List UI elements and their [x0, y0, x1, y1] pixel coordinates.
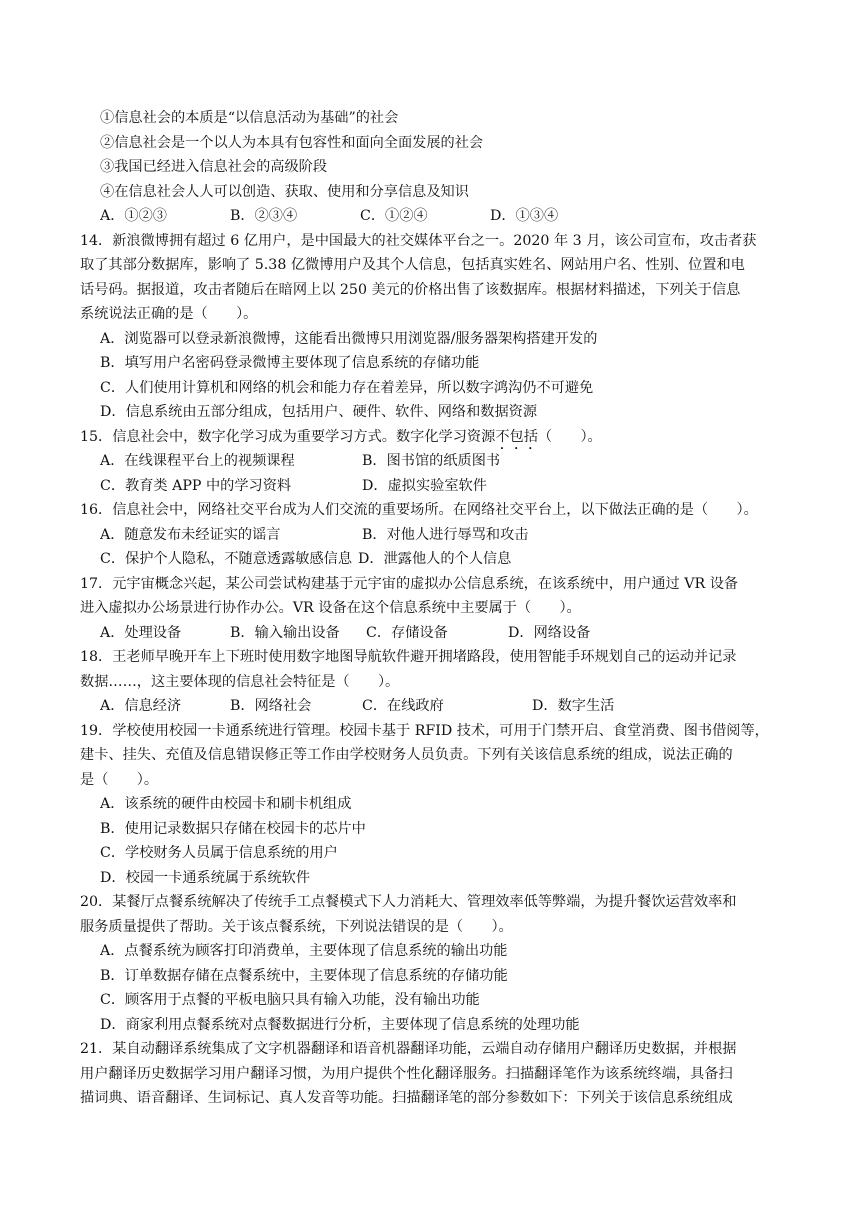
q13-options — [100, 204, 785, 229]
q14-option-b: B．填写用户名密码登录微博主要体现了信息系统的存储功能 — [100, 355, 480, 371]
q15-option-c: C．教育类 APP 中的学习资料 — [100, 477, 292, 494]
q13-option-b: B．②③④ — [230, 208, 298, 224]
q15-stem — [80, 425, 785, 450]
q15-stem-after: （ ）。 — [537, 428, 602, 445]
q20-option-a: A．点餐系统为顾客打印消费单，主要体现了信息系统的输出功能 — [100, 943, 508, 959]
q14-stem-line-3: 话号码。据报道，攻击者随后在暗网上以 250 美元的价格出售了该数据库。根据材料描述，下列关于信息 — [80, 281, 741, 298]
q17-stem-line-2: 进入虚拟办公场景进行协作办公。VR 设备在这个信息系统中主要属于（ ）。 — [80, 600, 581, 616]
q20-stem-line-2: 服务质量提供了帮助。关于该点餐系统，下列说法错误的是（ ）。 — [80, 918, 513, 935]
q21-stem-line-1: 21．某自动翻译系统集成了文字机器翻译和语音机器翻译功能，云端自动存储用户翻译历史数据，并根据 — [80, 1041, 737, 1057]
q15-stem-emphasis: 不包括 — [495, 428, 538, 445]
q20-option-b: B．订单数据存储在点餐系统中，主要体现了信息系统的存储功能 — [100, 967, 508, 984]
q18-stem-line-1: 18．王老师早晚开车上下班时使用数字地图导航软件避开拥堵路段，使用智能手环规划自己的运动并记录 — [80, 649, 737, 665]
q16-option-a: A．随意发布未经证实的谣言 — [100, 526, 281, 543]
q15-options-row-1 — [100, 449, 785, 474]
q20-option-d: D．商家利用点餐系统对点餐数据进行分析，主要体现了信息系统的处理功能 — [100, 1016, 580, 1033]
q15-option-b: B．图书馆的纸质图书 — [362, 453, 501, 469]
q14-option-c: C．人们使用计算机和网络的机会和能力存在着差异，所以数字鸿沟仍不可避免 — [100, 379, 594, 396]
q20-option-c: C．顾客用于点餐的平板电脑只具有输入功能，没有输出功能 — [100, 992, 480, 1008]
q14-stem-line-1: 14．新浪微博拥有超过 6 亿用户，是中国最大的社交媒体平台之一。2020 年 3 月，该公司宣布，攻击者获 — [80, 232, 757, 249]
q15-option-d: D．虚拟实验室软件 — [362, 477, 487, 494]
q13-statement-3: ③我国已经进入信息社会的高级阶段 — [100, 159, 328, 175]
q14-option-a: A．浏览器可以登录新浪微博，这能看出微博只用浏览器/服务器架构搭建开发的 — [100, 330, 598, 347]
q20-stem-line-1: 20．某餐厅点餐系统解决了传统手工点餐模式下人力消耗大、管理效率低等弊端，为提升餐饮运营效率和 — [80, 894, 737, 910]
q16-options-row-1 — [100, 523, 785, 548]
q17-option-c: C．存储设备 — [366, 624, 448, 641]
q18-option-c: C．在线政府 — [362, 698, 444, 714]
q17-option-a: A．处理设备 — [100, 624, 182, 641]
q19-stem-line-1: 19．学校使用校园一卡通系统进行管理。校园卡基于 RFID 技术，可用于门禁开启、食堂消费、图书借阅等， — [80, 722, 769, 739]
q13-option-c: C．①②④ — [360, 208, 428, 224]
q16-stem: 16．信息社会中，网络社交平台成为人们交流的重要场所。在网络社交平台上，以下做法正确的是（ ）。 — [80, 502, 758, 518]
q18-option-a: A．信息经济 — [100, 698, 182, 714]
q19-option-a: A．该系统的硬件由校园卡和刷卡机组成 — [100, 796, 352, 812]
q21-stem-line-3: 描词典、语音翻译、生词标记、真人发音等功能。扫描翻译笔的部分参数如下：下列关于该信息系统组成 — [80, 1090, 733, 1106]
q16-options-row-2 — [100, 547, 785, 572]
q18-option-b: B．网络社会 — [230, 698, 312, 714]
q21-stem-line-2: 用户翻译历史数据学习用户翻译习惯，为用户提供个性化翻译服务。扫描翻译笔作为该系统终端，具备扫 — [80, 1065, 733, 1082]
q17-option-b: B．输入输出设备 — [230, 624, 340, 641]
q19-stem-line-3: 是（ ）。 — [80, 771, 159, 788]
q14-option-d: D．信息系统由五部分组成，包括用户、硬件、软件、网络和数据资源 — [100, 404, 538, 420]
q15-option-a: A．在线课程平台上的视频课程 — [100, 453, 295, 469]
q15-options-row-2 — [100, 474, 785, 499]
q13-option-d: D．①③④ — [490, 208, 559, 224]
q17-options — [100, 621, 785, 646]
q13-statement-4: ④在信息社会人人可以创造、获取、使用和分享信息及知识 — [100, 183, 469, 200]
q13-option-a: A．①②③ — [100, 208, 167, 224]
q16-option-d: D．泄露他人的个人信息 — [358, 551, 512, 567]
q14-stem-line-2: 取了其部分数据库，影响了 5.38 亿微博用户及其个人信息，包括真实姓名、网站用户名、性别、位置和电 — [80, 257, 745, 273]
q13-statement-2: ②信息社会是一个以人为本具有包容性和面向全面发展的社会 — [100, 134, 484, 151]
q18-options — [100, 694, 785, 719]
q17-option-d: D．网络设备 — [508, 624, 591, 641]
q19-option-c: C．学校财务人员属于信息系统的用户 — [100, 845, 338, 861]
q19-option-b: B．使用记录数据只存储在校园卡的芯片中 — [100, 820, 366, 837]
q15-stem-before: 15．信息社会中，数字化学习成为重要学习方式。数字化学习资源 — [80, 428, 496, 445]
q19-option-d: D．校园一卡通系统属于系统软件 — [100, 869, 311, 886]
q13-statement-1: ①信息社会的本质是“以信息活动为基础”的社会 — [100, 110, 399, 126]
q16-option-b: B．对他人进行辱骂和攻击 — [362, 526, 529, 543]
q18-stem-line-2: 数据……，这主要体现的信息社会特征是（ ）。 — [80, 673, 400, 690]
q18-option-d: D．数字生活 — [532, 698, 615, 714]
q19-stem-line-2: 建卡、挂失、充值及信息错误修正等工作由学校财务人员负责。下列有关该信息系统的组成，说法正确的 — [80, 747, 733, 763]
q14-stem-line-4: 系统说法正确的是（ ）。 — [80, 306, 258, 322]
q17-stem-line-1: 17．元宇宙概念兴起，某公司尝试构建基于元宇宙的虚拟办公信息系统，在该系统中，用户通过 VR 设备 — [80, 575, 739, 592]
q16-option-c: C．保护个人隐私，不随意透露敏感信息 — [100, 551, 353, 567]
